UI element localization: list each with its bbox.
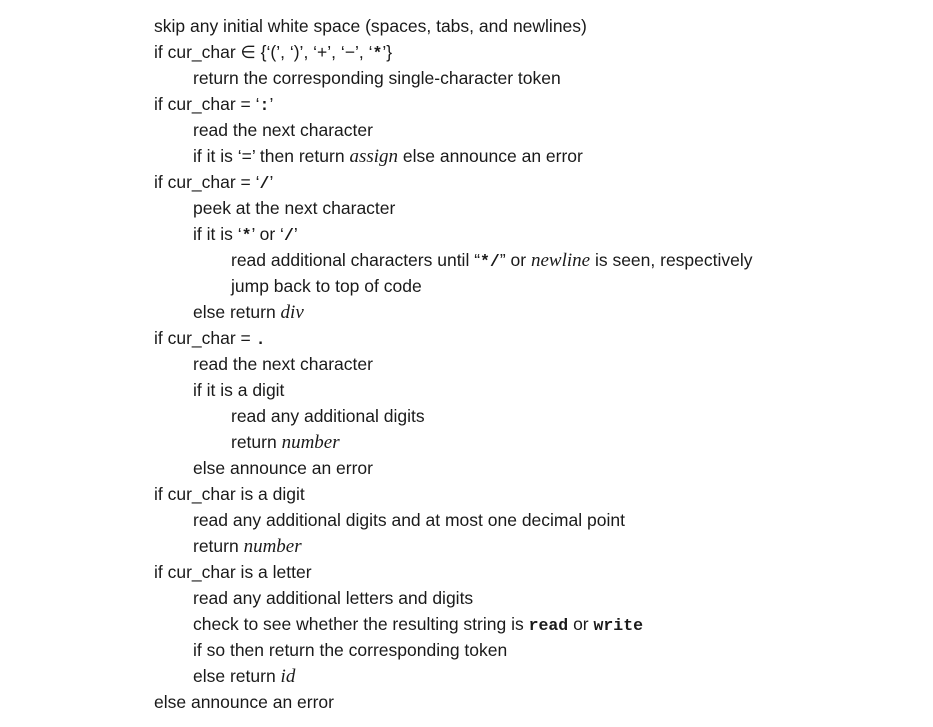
code-text: else return	[193, 666, 281, 686]
code-text: is seen, respectively	[590, 250, 753, 270]
code-line	[154, 429, 753, 455]
code-line	[154, 611, 753, 637]
code-line	[154, 377, 753, 403]
code-literal: :	[259, 96, 270, 115]
code-text: peek at the next character	[193, 198, 396, 218]
pseudocode-block	[154, 13, 753, 715]
code-text: read any additional letters and digits	[193, 588, 474, 608]
code-line	[154, 91, 753, 117]
code-text: if it is ‘=’ then return	[193, 146, 350, 166]
code-line	[154, 585, 753, 611]
code-line	[154, 507, 753, 533]
code-text: read any additional digits and at most one decimal point	[193, 510, 625, 530]
code-text: ’}	[382, 42, 393, 62]
code-line	[154, 221, 753, 247]
code-line	[154, 65, 753, 91]
code-text: ’	[293, 224, 298, 244]
code-text: ” or	[499, 250, 531, 270]
italic-identifier: number	[243, 536, 302, 557]
code-line	[154, 117, 753, 143]
code-literal: write	[593, 616, 644, 635]
code-line	[154, 481, 753, 507]
italic-identifier: assign	[349, 146, 399, 167]
code-text: or	[568, 614, 594, 634]
code-line	[154, 195, 753, 221]
code-literal: *	[241, 226, 252, 245]
code-text: if cur_char = ‘	[154, 172, 260, 192]
code-line	[154, 299, 753, 325]
code-text: if so then return the corresponding token	[193, 640, 508, 660]
code-line	[154, 663, 753, 689]
code-line	[154, 455, 753, 481]
code-text: if cur_char = ‘	[154, 94, 260, 114]
code-literal: /	[259, 174, 270, 193]
code-line	[154, 559, 753, 585]
code-line	[154, 689, 753, 715]
code-literal: .	[255, 330, 266, 349]
code-text: if it is ‘	[193, 224, 242, 244]
italic-identifier: number	[281, 432, 340, 453]
italic-identifier: newline	[530, 250, 591, 271]
code-text: read the next character	[193, 354, 373, 374]
code-line	[154, 143, 753, 169]
code-text: jump back to top of code	[231, 276, 422, 296]
code-text: ’ or ‘	[251, 224, 284, 244]
code-text: check to see whether the resulting string is	[193, 614, 529, 634]
code-line	[154, 637, 753, 663]
code-literal: *	[372, 44, 383, 63]
code-text: return	[231, 432, 282, 452]
code-text: else announce an error	[154, 692, 334, 712]
code-line	[154, 169, 753, 195]
italic-identifier: div	[280, 302, 304, 323]
code-text: else announce an error	[398, 146, 583, 166]
code-text: if cur_char is a digit	[154, 484, 305, 504]
code-text: skip any initial white space (spaces, tabs, and newlines)	[154, 16, 587, 36]
code-text: if cur_char is a letter	[154, 562, 312, 582]
code-text: if it is a digit	[193, 380, 285, 400]
code-line	[154, 13, 753, 39]
code-text: return the corresponding single-character token	[193, 68, 561, 88]
code-text: else announce an error	[193, 458, 373, 478]
code-line	[154, 39, 753, 65]
italic-identifier: id	[280, 666, 296, 687]
code-line	[154, 325, 753, 351]
code-line	[154, 403, 753, 429]
code-text: read additional characters until “	[231, 250, 481, 270]
code-line	[154, 533, 753, 559]
code-line	[154, 273, 753, 299]
code-text: read any additional digits	[231, 406, 425, 426]
code-literal: /	[283, 226, 294, 245]
code-line	[154, 351, 753, 377]
code-text: if cur_char ∈ {‘(’, ‘)’, ‘+’, ‘−’, ‘	[154, 42, 373, 62]
code-text: else return	[193, 302, 281, 322]
code-text: if cur_char =	[154, 328, 256, 348]
code-text: ’	[269, 172, 274, 192]
code-text: read the next character	[193, 120, 373, 140]
code-text: ’	[269, 94, 274, 114]
code-literal: read	[528, 616, 569, 635]
code-line	[154, 247, 753, 273]
code-literal: */	[480, 252, 500, 271]
code-text: return	[193, 536, 244, 556]
